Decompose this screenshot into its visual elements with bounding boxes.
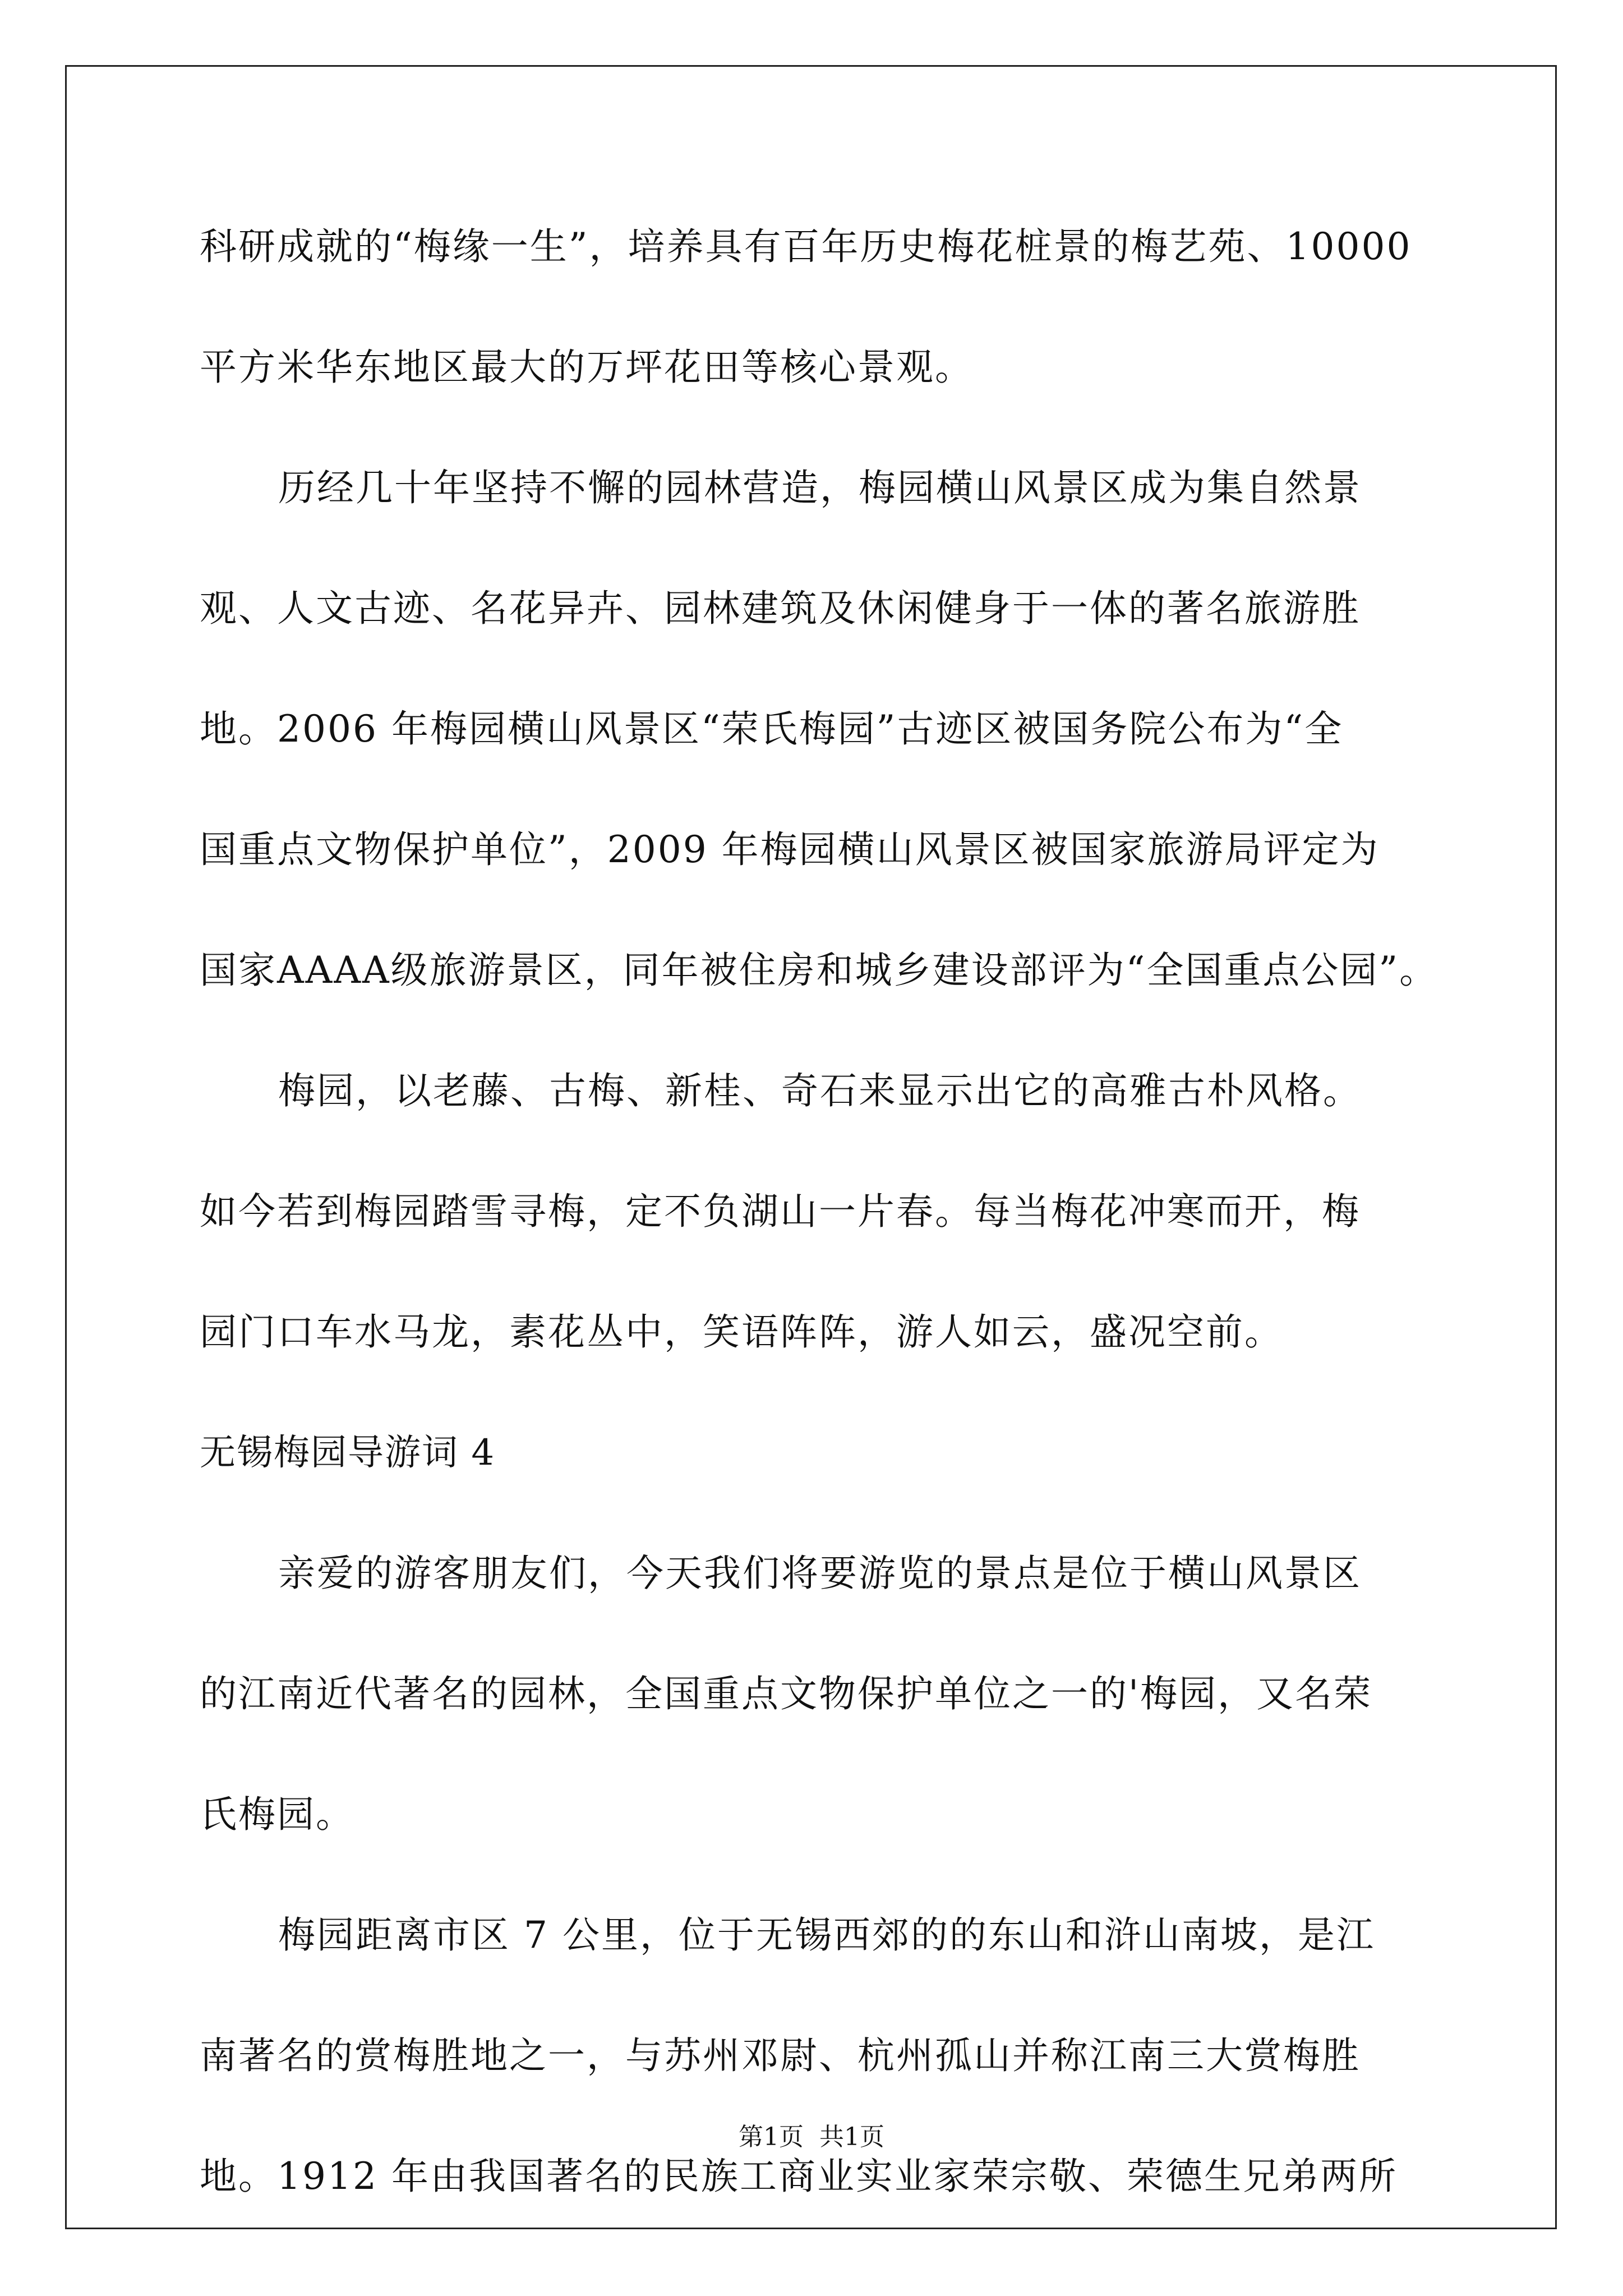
text-line: 科研成就的“梅缘一生”，培养具有百年历史梅花桩景的梅艺苑、10000 — [200, 225, 1412, 268]
text-line: 地。2006 年梅园横山风景区“荣氏梅园”古迹区被国务院公布为“全 — [200, 707, 1344, 751]
text-line: 国重点文物保护单位”，2009 年梅园横山风景区被国家旅游局评定为 — [200, 828, 1380, 871]
paragraph-start: 亲爱的游客朋友们，今天我们将要游览的景点是位于横山风景区 — [278, 1552, 1362, 1595]
paragraph-start: 梅园距离市区 7 公里，位于无锡西郊的的东山和浒山南坡，是江 — [278, 1913, 1375, 1957]
text-line: 国家AAAA级旅游景区，同年被住房和城乡建设部评为“全国重点公园”。 — [200, 949, 1438, 992]
text-line: 园门口车水马龙，素花丛中，笑语阵阵，游人如云，盛况空前。 — [200, 1310, 1283, 1354]
page-footer: 第1页 共1页 — [739, 2123, 884, 2151]
paragraph-start: 梅园，以老藤、古梅、新桂、奇石来显示出它的高雅古朴风格。 — [278, 1069, 1362, 1112]
text-line: 地。1912 年由我国著名的民族工商业实业家荣宗敬、荣德生兄弟两所 — [200, 2155, 1398, 2198]
text-line: 的江南近代著名的园林，全国重点文物保护单位之一的'梅园，又名荣 — [200, 1672, 1373, 1715]
text-line: 观、人文古迹、名花异卉、园林建筑及休闲健身于一体的著名旅游胜 — [200, 587, 1361, 630]
text-line: 氏梅园。 — [200, 1793, 354, 1836]
text-line: 南著名的赏梅胜地之一，与苏州邓尉、杭州孤山并称江南三大赏梅胜 — [200, 2034, 1361, 2077]
text-line: 如今若到梅园踏雪寻梅，定不负湖山一片春。每当梅花冲寒而开，梅 — [200, 1190, 1361, 1233]
text-line: 平方米华东地区最大的万坪花田等核心景观。 — [200, 346, 974, 389]
section-heading: 无锡梅园导游词 4 — [200, 1432, 496, 1474]
document-body — [200, 205, 1438, 2255]
paragraph-start: 历经几十年坚持不懈的园林营造，梅园横山风景区成为集自然景 — [278, 466, 1362, 509]
